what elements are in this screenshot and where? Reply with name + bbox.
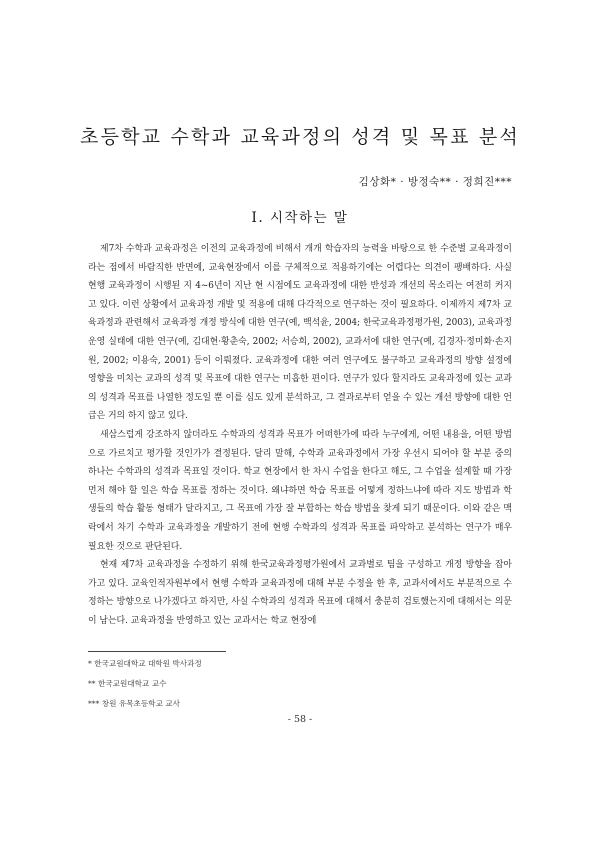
footnote-divider <box>88 651 226 652</box>
footnotes <box>88 654 202 714</box>
section-heading: Ⅰ. 시작하는 말 <box>251 210 349 226</box>
paper-title: 초등학교 수학과 교육과정의 성격 및 목표 분석 <box>80 126 520 148</box>
footnote: ** 한국교원대학교 교수 <box>88 679 167 688</box>
body-text <box>88 240 512 630</box>
footnote: * 한국교원대학교 대학원 박사과정 <box>88 659 202 668</box>
paragraph: 제7차 수학과 교육과정은 이전의 교육과정에 비해서 개개 학습자의 능력을 바탕으로 한 수준별 교육과정이라는 점에서 바람직한 반면에, 교육현장에서 이를 구체적으로 적용하기에는 어렵다는 의견이 팽배하다. 사실 현행 교육과정이 시행된 지 4~6년이 지난 현 시점에도 교육과정에 대한 반성과 개선의 목소리는 여전히 커지고 있다. 이런 상황에서 교육과정 개발 및 적용에 대해 다각적으로 연구하는 것이 필요하다. 이제까지 제7차 교육과정과 관련해서 교육과정 개정 방식에 대한 연구(예, 백석윤, 2004; 한국교육과정평가원, 2003), 교육과정 운영 실태에 대한 연구(예, 김대현·황춘숙, 2002; 서승희, 2002), 교과서에 대한 연구(예, 김경자·정미화·손지원, 2002; 이용숙, 2001) 등이 이뤄졌다. 교육과정에 대한 여러 연구에도 불구하고 교육과정의 방향 설정에 영향을 미치는 교과의 성격 및 목표에 대한 연구는 미흡한 편이다. 연구가 있다 할지라도 교육과정에 있는 교과의 성격과 목표를 나열한 정도일 뿐 이를 심도 있게 분석하고, 그 결과로부터 얻을 수 있는 개선 방향에 대한 언급은 거의 하지 않고 있다. <box>88 244 512 422</box>
page-number: - 58 - <box>287 714 313 725</box>
paragraph: 새삼스럽게 강조하지 않더라도 수학과의 성격과 목표가 어떠한가에 따라 누구에게, 어떤 내용을, 어떤 방법으로 가르치고 평가할 것인가가 결정된다. 달리 말해, 수학과 교육과정에서 가장 우선시 되어야 할 부분 중의 하나는 수학과의 성격과 목표일 것이다. 학교 현장에서 한 차시 수업을 한다고 해도, 그 수업을 설계할 때 가장 먼저 해야 할 일은 학습 목표를 정하는 것이다. 왜냐하면 학습 목표를 어떻게 정하느냐에 따라 지도 방법과 학생들의 학습 활동 형태가 달라지고, 그 목표에 가장 잘 부합하는 학습 방법을 찾게 되기 때문이다. 이와 같은 맥락에서 차기 수학과 교육과정을 개발하기 전에 현행 수학과의 성격과 목표를 파악하고 분석하는 연구가 매우 필요한 것으로 판단된다. <box>88 429 512 552</box>
author-line: 김상화* · 방정숙** · 정희진*** <box>358 176 512 188</box>
paragraph: 현재 제7차 교육과정을 수정하기 위해 한국교육과정평가원에서 교과별로 팀을 구성하고 개정 방향을 잡아가고 있다. 교육인적자원부에서 현행 수학과 교육과정에 대해 부분 수정을 한 후, 교과서에서도 부분적으로 수정하는 방향으로 나가겠다고 하지만, 사실 수학과의 성격과 목표에 대해서 충분히 검토했는지에 대해서는 의문이 남는다. 교육과정을 반영하고 있는 교과서는 학교 현장에 <box>88 560 512 626</box>
footnote: *** 창원 유목초등학교 교사 <box>88 699 180 708</box>
